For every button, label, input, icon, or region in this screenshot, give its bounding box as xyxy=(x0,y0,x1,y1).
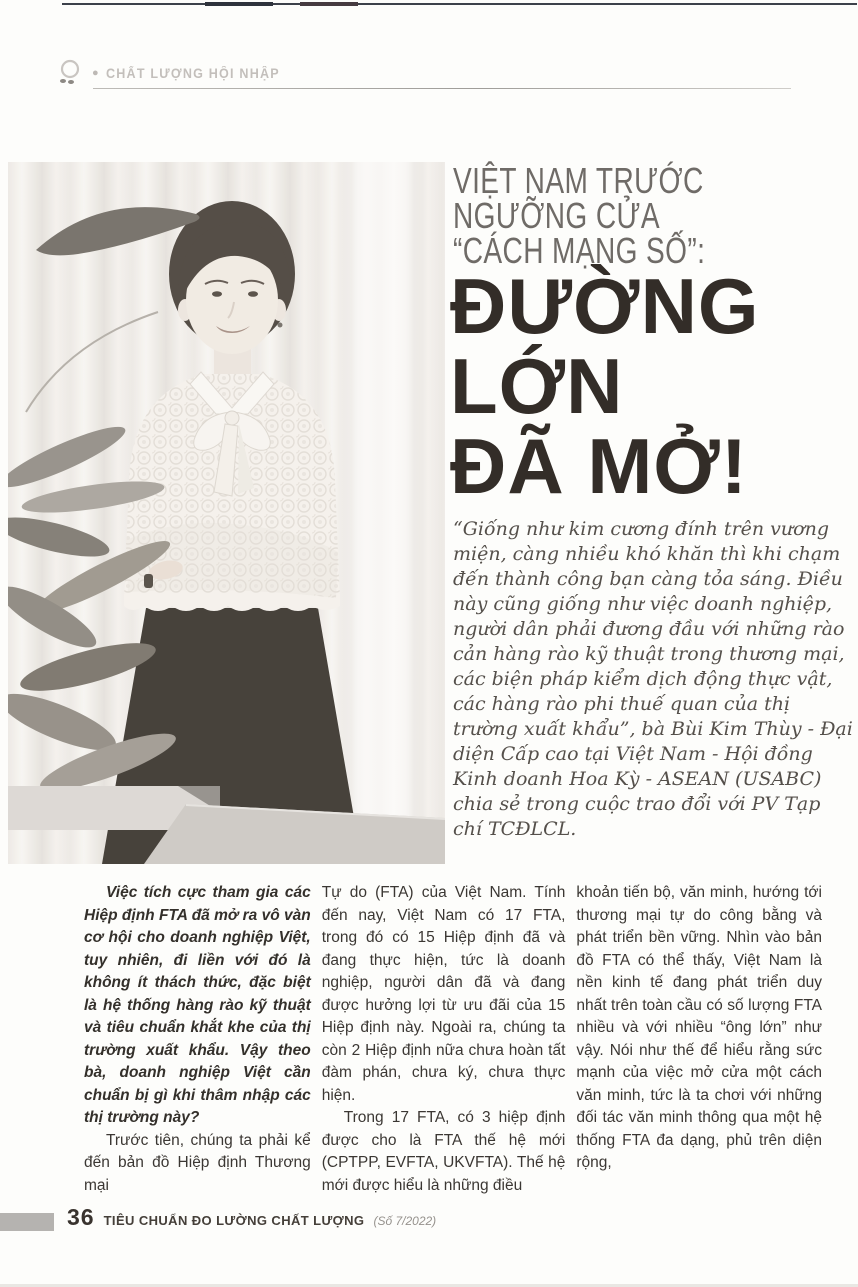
headline-line: LỚN xyxy=(450,342,624,430)
body-column-1 xyxy=(84,882,311,1197)
body-columns xyxy=(84,882,822,1197)
page-number: 36 xyxy=(67,1204,95,1230)
magazine-logo-icon xyxy=(55,59,85,87)
top-edge-line-segment xyxy=(300,2,358,6)
headline-line: ĐÃ MỞ! xyxy=(450,422,748,510)
pull-quote: “Giống như kim cương đính trên vương miện, càng nhiều khó khăn thì khi chạm đến thành công bạn càng tỏa sáng. Điều này cũng giống như việc doanh nghiệp, người dân phải đương đầu với những rào cản hàng rào kỹ thuật trong thương mại, các biện pháp kiểm dịch động thực vật, các hàng rào phi thuế quan của thị trường xuất khẩu”, bà Bùi Kim Thùy - Đại diện Cấp cao tại Việt Nam - Hội đồng Kinh doanh Hoa Kỳ - ASEAN (USABC) chia sẻ trong cuộc trao đổi với PV Tạp chí TCĐLCL. xyxy=(453,518,853,840)
top-edge-line-segment xyxy=(205,2,273,6)
body-column-3 xyxy=(576,882,822,1197)
headline-line: ĐƯỜNG xyxy=(450,262,760,350)
body-paragraph: Tự do (FTA) của Việt Nam. Tính đến nay, Việt Nam có 17 FTA, trong đó có 15 Hiệp định đã và đang thực hiện, tức là doanh nghiệp, người dân đã và đang được hưởng lợi từ ưu đãi của 15 Hiệp định này. Ngoài ra, chúng ta còn 2 Hiệp định nữa chưa hoàn tất đàm phán, chưa ký, chưa thực hiện. xyxy=(321,884,566,1104)
kicker-line: NGƯỠNG CỬA xyxy=(453,195,660,236)
article-headline xyxy=(450,262,858,510)
issue-label: (Số 7/2022) xyxy=(373,1214,437,1228)
page-footer xyxy=(0,1204,858,1238)
article-kicker xyxy=(453,160,858,271)
page-header xyxy=(55,56,293,90)
journal-name: TIÊU CHUẨN ĐO LƯỜNG CHẤT LƯỢNG xyxy=(103,1213,365,1228)
kicker-line: VIỆT NAM TRƯỚC xyxy=(453,160,704,201)
header-rule xyxy=(93,88,791,89)
body-paragraph: Trước tiên, chúng ta phải kể đến bản đồ Hiệp định Thương mại xyxy=(84,1131,311,1194)
kicker-line: “CÁCH MẠNG SỐ”: xyxy=(453,230,706,271)
portrait-photo-art xyxy=(8,162,445,864)
footer-content xyxy=(67,1204,436,1231)
interview-question: Việc tích cực tham gia các Hiệp định FTA đã mở ra vô vàn cơ hội cho doanh nghiệp Việt, tuy nhiên, đi liền với đó là không ít thách thức, đặc biệt là hệ thống hàng rào kỹ thuật và tiêu chuẩn khắt khe của thị trường xuất khẩu. Vậy theo bà, doanh nghiệp Việt cần chuẩn bị gì khi thâm nhập các thị trường này? xyxy=(84,884,311,1126)
top-edge-line xyxy=(62,3,857,5)
body-paragraph: khoản tiến bộ, văn minh, hướng tới thương mại tự do công bằng và phát triển bền vững. Nhìn vào bản đồ FTA có thể thấy, Việt Nam là nền kinh tế đang phát triển duy nhất trên toàn cầu có số lượng FTA nhiều và với nhiều “ông lớn” như vậy. Nói như thế để hiểu rằng sức mạnh của việc mở cửa một cách văn minh, tức là ta chơi với những đối tác văn minh thông qua một hệ thống FTA đa dạng, phủ trên diện rộng, xyxy=(576,884,822,1171)
footer-accent-bar xyxy=(0,1213,54,1231)
portrait-photo xyxy=(8,162,445,864)
brand-name: CHẤT LƯỢNG HỘI NHẬP xyxy=(105,65,280,81)
photo-tone-overlay xyxy=(8,162,445,864)
body-paragraph: Trong 17 FTA, có 3 hiệp định được cho là FTA thế hệ mới (CPTPP, EVFTA, UKVFTA). Thế hệ mới được hiểu là những điều xyxy=(321,1109,566,1194)
body-column-2 xyxy=(322,882,566,1197)
separator-dot-icon: ● xyxy=(92,66,99,79)
